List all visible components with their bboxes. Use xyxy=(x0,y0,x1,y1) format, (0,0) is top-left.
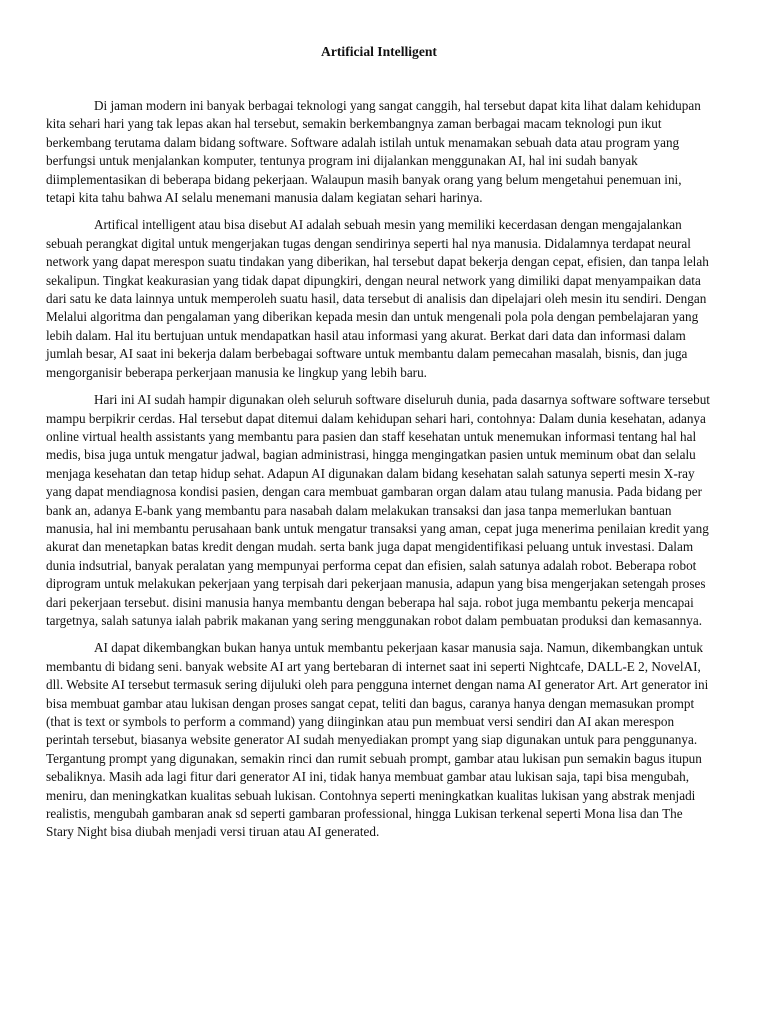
paragraph-1: Di jaman modern ini banyak berbagai teknologi yang sangat canggih, hal tersebut dapat kita lihat dalam kehidupan kita sehari hari yang tak lepas akan hal tersebut, semakin berkembangnya zaman berbagai macam teknologi pun ikut berkembang terutama dalam bidang software. Software adalah istilah untuk menamakan sebuah data atau program yang berfungsi untuk menjalankan komputer, tentunya program ini dijalankan menggunakan AI, hal ini sudah banyak diimplementasikan di beberapa bidang pekerjaan. Walaupun masih banyak orang yang belum mengetahui penemuan ini, tetapi kita tahu bahwa AI selalu menemani manusia dalam kegiatan sehari harinya. xyxy=(46,98,701,206)
document-title: Artificial Intelligent xyxy=(321,44,437,59)
paragraph-2: Artifical intelligent atau bisa disebut AI adalah sebuah mesin yang memiliki kecerdasan dengan mengajalankan sebuah perangkat digital untuk mengerjakan tugas dengan sendirinya seperti hal nya manusia. Didalamnya terdapat neural network yang dapat merespon suatu tindakan yang diberikan, hal tersebut dapat bekerja dengan cepat, efisien, dan tanpa lelah sekalipun. Tingkat keakurasian yang tidak dapat dipungkiri, dengan neural network yang dimiliki dapat menyampaikan data dari satu ke data lainnya untuk memperoleh suatu hasil, data tersebut di analisis dan dipelajari oleh mesin itu sendiri. Dengan Melalui algoritma dan pengalaman yang diberikan kepada mesin dan untuk mengenali pola pola dengan pembelajaran yang lebih dalam. Hal itu bertujuan untuk mendapatkan hasil atau informasi yang akurat. Berkat dari data dan informasi dalam jumlah besar, AI saat ini bekerja dalam berbebagai software untuk membantu dalam pemecahan masalah, bisnis, dan juga mengorganisir beberapa perkerjaan manusia ke lingkup yang lebih baru. xyxy=(46,217,709,380)
paragraph-4: AI dapat dikembangkan bukan hanya untuk membantu pekerjaan kasar manusia saja. Namun, dikembangkan untuk membantu di bidang seni. banyak website AI art yang bertebaran di internet saat ini seperti Nightcafe, DALL-E 2, NovelAI, dll. Website AI tersebut termasuk sering dijuluki oleh para pengguna internet dengan nama AI generator Art. Art generator ini bisa membuat gambar atau lukisan dengan proses sangat cepat, teliti dan bagus, caranya hanya dengan memasukan prompt (that is text or symbols to perform a command) yang diinginkan atau pun membuat versi sendiri dan AI akan merespon perintah tersebut, biasanya website generator AI sudah menyediakan prompt yang siap digunakan untuk para penggunanya. Tergantung prompt yang digunakan, semakin rinci dan rumit sebuah prompt, gambar atau lukisan pun semakin bagus itupun sebaliknya. Masih ada lagi fitur dari generator AI ini, tidak hanya membuat gambar atau lukisan saja, tapi bisa mengubah, meniru, dan meningkatkan kualitas sebuah lukisan. Contohnya seperti meningkatkan kualitas lukisan yang abstrak menjadi realistis, mengubah gambaran anak sd seperti gambaran professional, hingga Lukisan terkenal seperti Mona lisa dan The Stary Night bisa diubah menjadi versi tiruan atau AI generated. xyxy=(46,640,709,840)
paragraph-3: Hari ini AI sudah hampir digunakan oleh seluruh software diseluruh dunia, pada dasarnya software software tersebut mampu berpikrir cerdas. Hal tersebut dapat ditemui dalam kehidupan sehari hari, contohnya: Dalam dunia kesehatan, adanya online virtual health assistants yang membantu para pasien dan staff kesehatan untuk menemukan informasi tentang hal hal medis, bisa juga untuk mengatur jadwal, bagian administrasi, hingga mengingatkan pasien untuk meminum obat dan selalu menjaga kesehatan dan tetap hidup sehat. Adapun AI digunakan dalam bidang kesehatan salah satunya seperti mesin X-ray yang dapat mendiagnosa kondisi pasien, dengan cara membuat gambaran organ dalam atau tulang manusia. Pada bidang per bank an, adanya E-bank yang membantu para nasabah dalam melakukan transaksi dan jasa tanpa memerlukan bantuan manusia, hal ini membantu perusahaan bank untuk mengatur transaksi yang aman, cepat juga menerima penilaian kredit yang akurat dan menetapkan batas kredit dengan mudah. serta bank juga dapat mengidentifikasi peluang untuk investasi. Dalam dunia indsutrial, banyak peralatan yang mempunyai performa cepat dan efisien, salah satunya adalah robot. Beberapa robot diprogram untuk melakukan pekerjaan yang terpisah dari pekerjaan manusia, adapun yang bisa mengerjakan setengah proses dari pekerjaan tersebut. disini manusia hanya membantu dengan beberapa hal saja. robot juga membantu pekerja mencapai targetnya, salah satunya ialah pabrik makanan yang sering menggunakan robot dalam pembuatan produksi dan kemasannya. xyxy=(46,392,710,628)
